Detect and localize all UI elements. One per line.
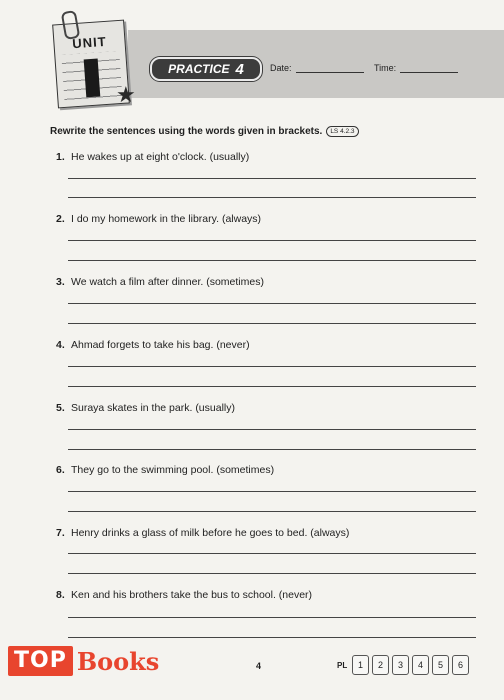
unit-label: UNIT [71, 33, 108, 52]
question-text: They go to the swimming pool. (sometimes) [71, 464, 275, 476]
answer-line[interactable] [68, 617, 476, 618]
answer-line[interactable] [68, 573, 476, 574]
question-text: He wakes up at eight o'clock. (usually) [71, 151, 250, 163]
question-6 [56, 464, 476, 476]
question-7 [56, 527, 476, 539]
question-2 [56, 213, 476, 225]
topbooks-logo [8, 646, 159, 676]
question-number: 1. [56, 151, 65, 163]
question-text: Ahmad forgets to take his bag. (never) [71, 339, 250, 351]
answer-line[interactable] [68, 429, 476, 430]
pl-box-1[interactable]: 1 [352, 655, 369, 675]
date-field [270, 62, 364, 73]
pl-box-3[interactable]: 3 [392, 655, 409, 675]
question-text: Henry drinks a glass of milk before he goes to bed. (always) [71, 527, 350, 539]
question-number: 6. [56, 464, 65, 476]
date-blank[interactable] [296, 62, 364, 73]
performance-level-boxes [352, 655, 469, 675]
standard-code-badge: LS 4.2.3 [326, 126, 358, 137]
time-blank[interactable] [400, 62, 458, 73]
answer-line[interactable] [68, 303, 476, 304]
question-text: Suraya skates in the park. (usually) [71, 402, 235, 414]
question-number: 3. [56, 276, 65, 288]
unit-number [84, 59, 101, 98]
time-label: Time: [374, 63, 397, 73]
answer-line[interactable] [68, 553, 476, 554]
question-number: 4. [56, 339, 65, 351]
question-number: 8. [56, 589, 65, 601]
logo-top-text: TOP [8, 646, 73, 676]
time-field [374, 62, 458, 73]
question-text: We watch a film after dinner. (sometimes) [71, 276, 264, 288]
answer-line[interactable] [68, 449, 476, 450]
answer-line[interactable] [68, 178, 476, 179]
question-4 [56, 339, 476, 351]
answer-line[interactable] [68, 491, 476, 492]
instruction [50, 126, 359, 137]
page-number: 4 [256, 661, 262, 671]
question-text: Ken and his brothers take the bus to school. (never) [71, 589, 313, 601]
answer-line[interactable] [68, 637, 476, 638]
answer-line[interactable] [68, 240, 476, 241]
practice-badge [150, 57, 262, 81]
instruction-text: Rewrite the sentences using the words given in brackets. [50, 126, 323, 137]
answer-line[interactable] [68, 323, 476, 324]
practice-label: PRACTICE [168, 62, 230, 76]
question-1 [56, 151, 476, 163]
question-8 [56, 589, 476, 601]
question-number: 5. [56, 402, 65, 414]
star-icon: ★ [116, 82, 136, 107]
question-number: 2. [56, 213, 65, 225]
logo-books-text: Books [76, 646, 160, 676]
question-number: 7. [56, 527, 65, 539]
answer-line[interactable] [68, 197, 476, 198]
question-text: I do my homework in the library. (always) [71, 213, 262, 225]
answer-line[interactable] [68, 386, 476, 387]
pl-box-5[interactable]: 5 [432, 655, 449, 675]
answer-line[interactable] [68, 511, 476, 512]
pl-label: PL [337, 661, 348, 670]
question-5 [56, 402, 476, 414]
question-3 [56, 276, 476, 288]
answer-line[interactable] [68, 366, 476, 367]
pl-box-4[interactable]: 4 [412, 655, 429, 675]
pl-box-2[interactable]: 2 [372, 655, 389, 675]
date-label: Date: [270, 63, 292, 73]
answer-line[interactable] [68, 260, 476, 261]
pl-box-6[interactable]: 6 [452, 655, 469, 675]
practice-number: 4 [235, 60, 244, 78]
